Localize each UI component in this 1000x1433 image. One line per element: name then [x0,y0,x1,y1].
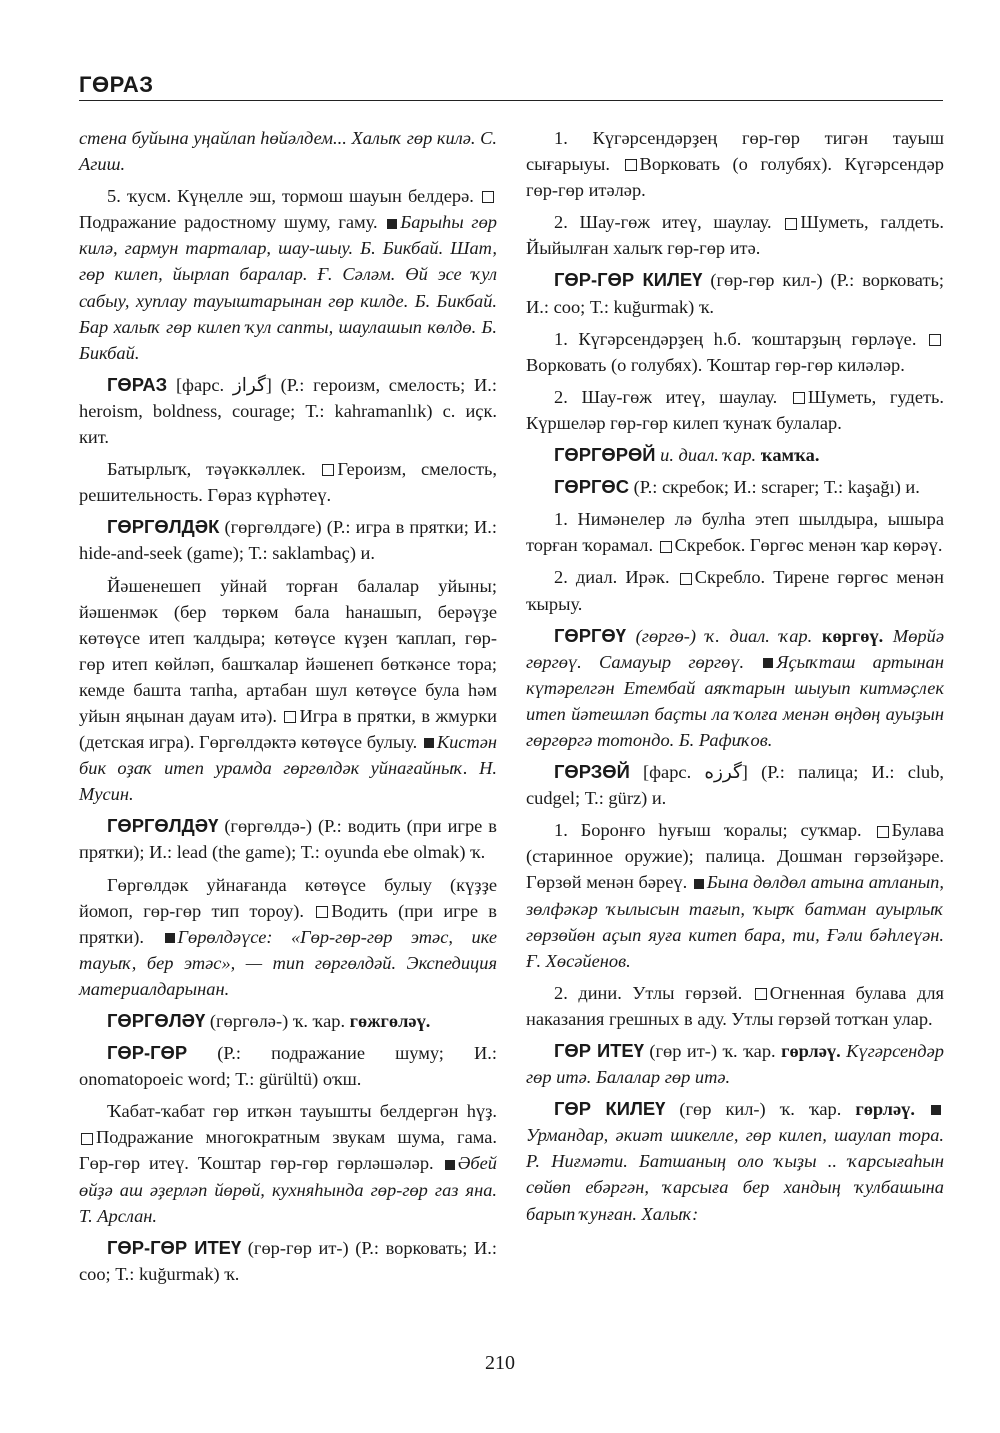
russian-translation: Шуметь, гудеть. Күршеләр гөр-гөр килеп ҡунаҡ булалар. [526,386,944,433]
russian-translation: Водить (при игре в прятки). [79,900,497,947]
russian-marker-icon [877,826,889,838]
entry-gor-iteu [526,1038,944,1090]
entry-gorgoldak-def [79,573,497,808]
cross-reference: гөрләү. [855,1099,915,1120]
cross-reference: гөжгөләү. [349,1011,431,1031]
russian-marker-icon [482,191,494,203]
example-text: Әбей өйҙә аш әҙерләп йөрөй, кухняһында гөр-гөр газ яна. Т. Арслан. [79,1153,497,1226]
entry-meta: (гөргөлдәге) (Р.: игра в прятки; И.: hide-and-seek (game); Т.: saklambaç) и. [79,517,497,564]
left-column [79,125,497,1293]
example-text: Яҫыҡташ артынан күтәрелгән Етембай аяҡтарын шыуып китмәҫлек итеп йәтешләп баҫты ла ҡолға менән өңдөң ауыҙын гөргөргә тотондо. Б. Рафиҡов. [526,651,944,750]
headword: ГӨРГӨҮ [554,624,626,646]
headword: ГӨРГӨС [554,476,630,498]
right-column [526,125,944,1233]
russian-marker-icon [929,334,941,346]
russian-translation: Ворковать (о голубях). Ҡоштар гөр-гөр киләләр. [526,354,905,375]
example-text: Гөрөлдәүсе: «Гөр-гөр-гөр этәс, ике тауыҡ, бер этәс», — тип гөргөлдәй. Экспедиция материалдарынан. [79,926,497,999]
example-text: Мөрйә гөргөү. Самауыр гөргөү. [526,625,944,672]
headword: ГӨРГӨЛДӘҮ [107,815,219,837]
entry-gorgos-s1 [526,506,944,558]
entry-gorzoy-s1 [526,817,944,974]
example-text: Барыһы гөр килә, гармун тарталар, шау-шыу. Б. Бикбай. Шат, гөр килеп, йырлап баралар. Ғ. Сәләм. Өй эсе ҡул сабыу, хуплау тауыштарынан гөр килде. Б. Бикбай. Бар халыҡ гөр килеп ҡул сапты, шаулашып көлдө. Б. Бикбай. [79,212,497,363]
russian-translation: Ворковать (о голубях). Күгәрсендәр гөр-гөр итәләр. [526,154,944,201]
definition: 2. Шау-гөж итеү, шаулау. [554,212,772,233]
russian-marker-icon [81,1133,93,1145]
russian-translation: Скребло. Тирене гөргөс менән ҡырыу. [526,567,944,614]
entry-gor-gor-kileu [526,267,944,319]
definition: 2. Шау-гөж итеү, шаулау. [554,386,778,407]
russian-marker-icon [793,392,805,404]
definition: Батырлыҡ, тәүәккәллек. [107,459,306,480]
cross-reference: ҡамҡа. [760,445,820,466]
entry-meta: (гөр ит-) ҡ. ҡар. [649,1041,776,1061]
definition: 5. ҡусм. Күңелле эш, тормош шауын белдерә. [107,186,474,207]
entry-gorzoy [526,759,944,811]
entry-gorgoldak [79,514,497,566]
russian-marker-icon [284,711,296,723]
entry-gor-gor-kileu-s2 [526,384,944,436]
headword: ГӨРГӨЛӘҮ [107,1010,206,1031]
definition: 1. Боронғо һуғыш ҡоралы; суҡмар. [554,820,862,841]
entry-gorgoldau [79,813,497,865]
definition: 2. диал. Ирәк. [554,567,670,588]
entry-gorzoy-s2 [526,980,944,1032]
page-number: 210 [485,1352,515,1374]
russian-translation: Булава (старинное оружие); палица. Дошман гөрзөйҙәре. Гөрзөй менән бәреү. [526,820,944,893]
example-text: Кистән бик оҙаҡ итеп урамда гөргөлдәк уйнағайныҡ. Н. Мусин. [79,732,498,805]
example-text: Бына дөлдөл атына атланып, зөлфәкәр ҡылысын тағып, ҡырҡ батман ауырлыҡ гөрзөйөн аҫып яуға китеп бара, ти, Ғәли бәһлеүән. Ғ. Хөсәйенов. [526,872,944,971]
russian-translation: Героизм, смелость, решительность. Гөраз күрһәтеү. [79,459,497,506]
definition: 1. Күгәрсендәрҙең һ.б. ҡоштарҙың гөрләүе. [554,328,917,349]
headword: ГӨРГӨЛДӘК [107,516,220,538]
entry-meta: и. диал. ҡар. [660,445,757,466]
definition: Гөргөлдәк уйнағанда көтөүсе булыу (күҙҙе йомоп, гөр-гөр тип тороу). [79,874,497,921]
entry-gor-gor [79,1040,497,1092]
headword: ГӨРГӨРӨЙ [554,444,656,466]
entry-gor-gor-iteu-s2 [526,209,944,261]
headword: ГӨР-ГӨР [107,1042,188,1064]
example-marker-icon [387,219,397,229]
entry-meta: (гөргө-) ҡ. диал. ҡар. [635,625,813,646]
definition: Йәшенешеп уйнай торған балалар уйыны; йәшенмәк (бер төркөм бала һанашып, берәүҙе көтөүсе итеп ҡалдыра; көтөүсе күҙен ҡаплап, гөр-гөр итеп көйләп, башҡалар йәшенеп бөткәнсе тора; кемде башта тапһа, артабан шул көтөүсе була һәм уйын яңынан дауам итә). [79,575,497,726]
entry-gorgos [526,474,944,500]
definition: 2. дини. Утлы гөрзөй. [554,982,743,1003]
example-marker-icon [763,658,773,668]
definition: 1. Күгәрсендәрҙең гөр-гөр тигән тауыш сығарыуы. [526,128,944,175]
entry-gorаz-def [79,456,497,508]
headword: ГӨР-ГӨР ИТЕҮ [107,1236,242,1258]
example-marker-icon [165,933,175,943]
russian-marker-icon [785,218,797,230]
entry-meta: (гөргөлә-) ҡ. ҡар. [209,1011,346,1031]
header-rule [79,100,943,101]
headword: ГӨР КИЛЕҮ [554,1098,666,1120]
russian-marker-icon [625,159,637,171]
example-marker-icon [424,738,434,748]
entry-meta: [фарс. گراز] (Р.: героизм, смелость; И.: heroism, boldness, courage; Т.: kahramanlık) с. иҫк. кит. [79,374,497,448]
entry-gorgolau [79,1008,497,1034]
russian-marker-icon [755,988,767,1000]
entry-meta: (Р.: скребок; И.: scraper; Т.: kaşağı) и. [633,477,920,498]
russian-translation: Подражание многократным звукам шума, гама. Гөр-гөр итеү. Ҡоштар гөр-гөр гөрләшәләр. [79,1127,497,1174]
example-marker-icon [931,1105,941,1115]
russian-translation: Игра в прятки, в жмурки (детская игра). Гөргөлдәктә көтөүсе булыу. [79,705,497,753]
entry-gor-kileu [526,1096,944,1226]
entry-gorgos-s2 [526,564,944,616]
entry-gorgoroy [526,442,944,468]
entry-continuation [79,125,497,177]
entry-gorаz [79,372,497,450]
entry-gor-gor-iteu [79,1235,497,1287]
entry-meta: (гөр кил-) ҡ. ҡар. [679,1099,842,1120]
cross-reference: көргөү. [821,625,884,646]
russian-marker-icon [660,541,672,553]
example-text: Урмандар, әкиәт шикелле, гөр килеп, шаулап тора. Р. Ниғмәти. Батшаның оло ҡыҙы .. ҡарсығаһын сөйөп ебәргән, ҡарсыға бер хандың ҡулбашына барып ҡунған. Халыҡ: [526,1125,944,1224]
headword: ГӨРАЗ [107,373,168,395]
entry-meta: [фарс. گرزه] (Р.: палица; И.: club, cudgel; Т.: gürz) и. [526,762,944,809]
russian-marker-icon [322,464,334,476]
headword: ГӨР-ГӨР КИЛЕҮ [554,269,703,291]
entry-meta: (гөр-гөр кил-) (Р.: ворковать; И.: coo; Т.: kuğurmak) ҡ. [526,270,944,317]
entry-gor-gor-kileu-s1 [526,326,944,378]
russian-marker-icon [316,906,328,918]
russian-translation: Скребок. Гөргөс менән ҡар көрәү. [674,535,943,556]
cross-reference: гөрләү. [781,1041,841,1061]
example-text: Күгәрсендәр гөр итә. Балалар гөр итә. [526,1041,944,1088]
entry-gorgou [526,623,944,753]
russian-translation: Шуметь, галдеть. Йыйылған халыҡ гөр-гөр итә. [526,212,944,259]
entry-gorgoldau-def [79,872,497,1002]
example-text: стена буйына уңайлап һөйәлдем... Халыҡ гөр килә. С. Агиш. [79,128,497,175]
page-header-title: ГӨРАЗ [79,72,154,97]
entry-meta: (гөр-гөр ит-) (Р.: ворковать; И.: coo; Т.: kuğurmak) ҡ. [79,1237,497,1284]
russian-translation: Огненная булава для наказания грешных в аду. Утлы гөрзөй тотҡан улар. [526,982,944,1029]
headword: ГӨРЗӨЙ [554,761,630,783]
entry-meta: (Р.: подражание шуму; И.: onomatopoeic word; Т.: gürültü) оҡш. [79,1043,497,1090]
definition: 1. Нимәнелер лә булһа этеп шылдыра, ышыра торған ҡорамал. [526,509,944,556]
headword: ГӨР ИТЕҮ [554,1040,644,1061]
russian-marker-icon [680,573,692,585]
sense-5 [79,183,497,366]
russian-translation: Подражание радостному шуму, гаму. [79,212,378,233]
definition: Ҡабат-ҡабат гөр иткән тауышты белдергән һүҙ. [107,1101,497,1122]
example-marker-icon [694,879,704,889]
example-marker-icon [445,1160,455,1170]
entry-meta: (гөргөлдә-) (Р.: водить (при игре в прятки); И.: lead (the game); Т.: oyunda ebe olmak) ҡ. [79,816,497,863]
entry-gor-gor-iteu-s1 [526,125,944,203]
entry-gor-gor-def [79,1098,497,1228]
